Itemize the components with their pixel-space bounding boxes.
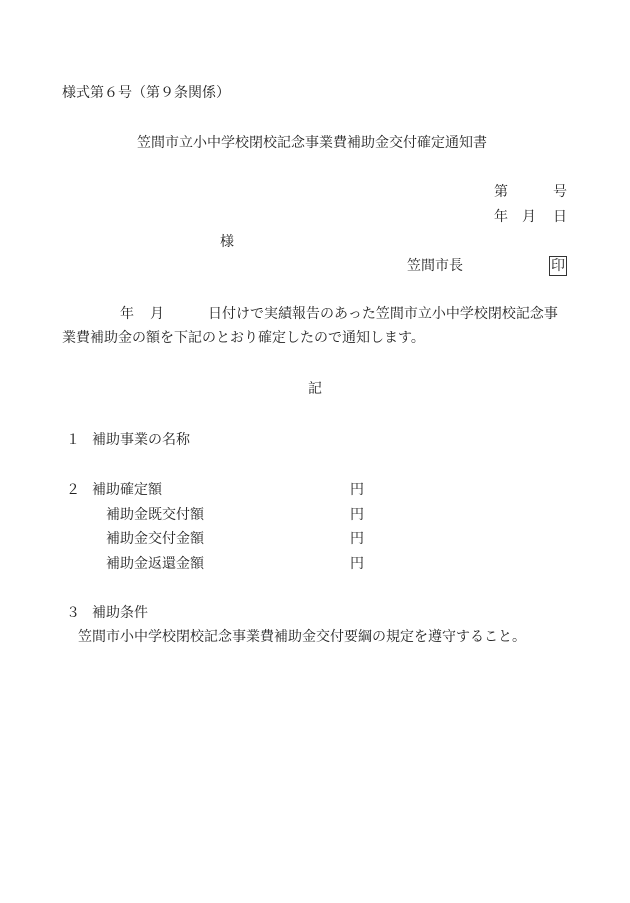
section-3-label: 補助条件 [92,605,148,621]
issue-date-month: 月 [522,209,536,225]
section-2-label: 補助確定額 [92,482,162,498]
body-line-1: 日付けで実績報告のあった笠間市立小中学校閉校記念事 [208,306,558,322]
section-2-number: ２ [66,482,80,498]
body-month: 月 [150,306,164,322]
sender-title: 笠間市長 [407,258,463,274]
section-2-item-label: 補助金既交付額 [106,507,204,523]
issue-number-suffix: 号 [553,184,567,200]
section-1-label: 補助事業の名称 [92,432,190,448]
section-3-number: ３ [66,605,80,621]
form-label: 様式第６号（第９条関係） [62,85,230,101]
section-1-number: １ [66,432,80,448]
section-2-item-label: 補助金交付金額 [106,531,204,547]
section-2-unit: 円 [350,482,364,498]
document-title: 笠間市立小中学校閉校記念事業費補助金交付確定通知書 [137,135,487,151]
issue-date-day: 日 [553,209,567,225]
body-year: 年 [120,306,134,322]
section-2-item-label: 補助金返還金額 [106,556,204,572]
section-2-item-unit: 円 [350,531,364,547]
addressee-honorific: 様 [220,234,234,250]
body-line-2: 業費補助金の額を下記のとおり確定したので通知します。 [62,330,425,346]
issue-number-prefix: 第 [494,184,508,200]
section-2-item-unit: 円 [350,556,364,572]
section-2-item-unit: 円 [350,507,364,523]
section-3-text: 笠間市小中学校閉校記念事業費補助金交付要綱の規定を遵守すること。 [78,629,526,645]
record-label: 記 [308,381,322,397]
seal-mark: 印 [551,258,565,274]
issue-date-year: 年 [494,209,508,225]
